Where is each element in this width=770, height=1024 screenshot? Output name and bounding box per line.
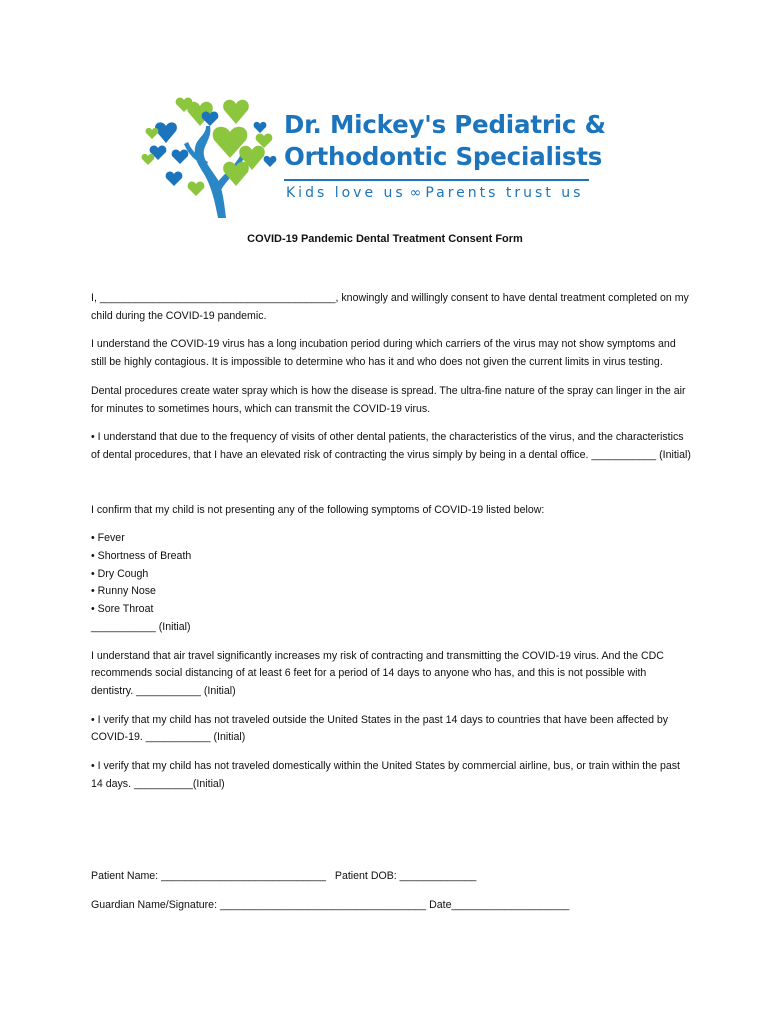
heart-tree-icon xyxy=(140,96,280,221)
spacer xyxy=(91,476,691,502)
list-item: • Shortness of Breath xyxy=(91,550,192,563)
list-item: • Fever xyxy=(91,532,125,545)
logo-tagline xyxy=(286,185,583,201)
logo-line-2: Orthodontic Specialists xyxy=(284,142,603,171)
practice-logo xyxy=(140,96,606,221)
list-item: • Dry Cough xyxy=(91,567,149,580)
patient-name-field: Patient Name: ____________________________ xyxy=(91,870,327,882)
symptoms-list xyxy=(91,530,691,619)
domestic-travel-paragraph: • I verify that my child has not traveled domestically within the United States by commercial airline, bus, or train within the past 14 days. __________(Initial) xyxy=(91,760,680,790)
logo-divider xyxy=(284,179,589,181)
intl-travel-paragraph: • I verify that my child has not traveled outside the United States in the past 14 days to countries that have been affected by COVID-19. ___________ (Initial) xyxy=(91,713,669,744)
tagline-left: Kids love us xyxy=(286,185,406,201)
tagline-right: Parents trust us xyxy=(425,185,584,201)
list-item: • Runny Nose xyxy=(91,585,156,598)
symptoms-intro: I confirm that my child is not presenting any of the following symptoms of COVID-19 listed below: xyxy=(91,503,545,516)
consent-body xyxy=(91,290,691,804)
incubation-paragraph: I understand the COVID-19 virus has a long incubation period during which carriers of the virus may not show symptoms and still be highly contagious. It is impossible to determine who has it and who does not given the current limits in virus testing. xyxy=(91,338,676,369)
list-item: • Sore Throat xyxy=(91,603,154,616)
patient-dob-field: Patient DOB: _____________ xyxy=(334,870,477,882)
guardian-signature-field: Guardian Name/Signature: ___________________________________ Date____________________ xyxy=(91,899,570,911)
spray-paragraph: Dental procedures create water spray which is how the disease is spread. The ultra-fine nature of the spray can linger in the air for minutes to sometimes hours, which can transmit the COVID-19 virus. xyxy=(91,384,686,415)
logo-line-1: Dr. Mickey's Pediatric & xyxy=(284,110,606,139)
infinity-icon: ∞ xyxy=(409,185,422,201)
form-title: COVID-19 Pandemic Dental Treatment Consent Form xyxy=(247,233,523,245)
patient-line xyxy=(91,870,711,882)
consent-paragraph: I, ________________________________________, knowingly and willingly consent to have dental treatment completed on my child during the COVID-19 pandemic. xyxy=(91,292,689,322)
symptoms-initial: ___________ (Initial) xyxy=(91,620,191,633)
risk-paragraph: • I understand that due to the frequency of visits of other dental patients, the characteristics of the virus, and the characteristics of dental procedures, that I have an elevated risk of contracting the virus simply by being in a dental office. ___________ (Initial) xyxy=(91,431,691,461)
air-travel-paragraph: I understand that air travel significantly increases my risk of contracting and transmitting the COVID-19 virus. And the CDC recommends social distancing of at least 6 feet for a period of 14 days to anyone who has, and this is not possible with dentistry. ___________ (Initial) xyxy=(91,649,664,697)
